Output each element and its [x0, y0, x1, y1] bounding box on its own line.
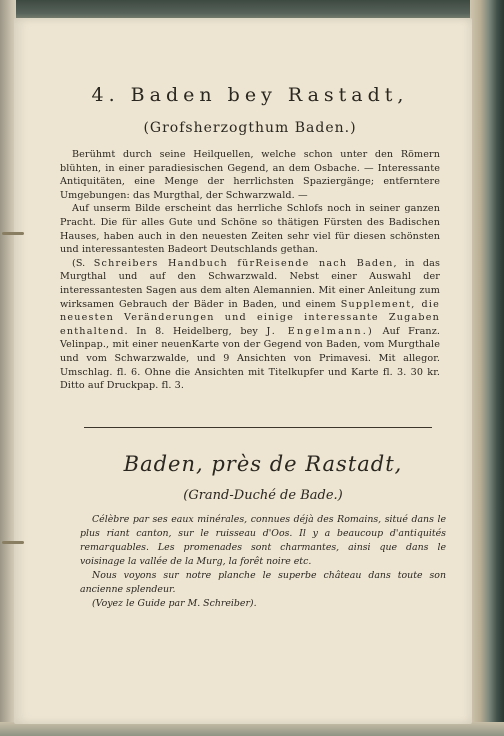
- french-section: [80, 452, 446, 611]
- publisher-name: J. Engelmann.): [266, 325, 374, 337]
- book-right-edge: [470, 0, 504, 736]
- german-text-run: . In 8. Heidelberg, bey: [124, 325, 258, 337]
- german-paragraph-3: [60, 257, 440, 393]
- french-paragraph-1: Célèbre par ses eaux minérales, connues déjà des Romains, situé dans le plus riant canton, sur le ruisseau d'Oos. Il y a beaucoup d'antiquités remarquables. Les promenades sont charmantes, ainsi que dans le voisinage la vallée de la Murg, la forêt noire etc.: [80, 514, 446, 567]
- french-paragraph-3: (Voyez le Guide par M. Schreiber).: [92, 598, 257, 609]
- german-text-run: Auf Franz. Velinpap., mit einer neuenKarte von der Gegend von Baden, vom Murgthale und vom Schwarzwalde, und 9 Ansichten von Primavesi. Mit allegor. Umschlag. fl. 6. Ohne die Ansichten mit Titelkupfer und Karte fl. 3. 30 kr. Ditto auf Druckpap. fl. 3.: [60, 325, 440, 392]
- paren-open: (S.: [72, 257, 86, 269]
- supplement-title: Supplement, die neuesten Veränderungen und einige interessante Zugaben enthaltend: [60, 298, 440, 337]
- french-paragraph-2: Nous voyons sur notre planche le superbe château dans toute son ancienne splendeur.: [80, 570, 446, 595]
- german-text-run: , in das Murgthal und auf den Schwarzwald. Nebst einer Auswahl der interessantesten Sagen aus dem alten Alemannien. Mit einer Anleitung zum wirksamen Gebrauch der Bäder in Baden, und einem: [60, 257, 441, 310]
- binding-thread-mark: [2, 232, 24, 235]
- book-bottom-edge: [0, 722, 504, 736]
- french-subtitle: (Grand-Duché de Bade.): [183, 488, 343, 503]
- section-divider: [84, 427, 432, 428]
- handbook-title: Schreibers Handbuch fürReisende nach Baden: [93, 257, 394, 269]
- binding-thread-mark: [2, 541, 24, 544]
- german-title: 4. Baden bey Rastadt,: [91, 84, 409, 106]
- german-section: [60, 84, 440, 393]
- german-subtitle: (Grofsherzogthum Baden.): [143, 120, 357, 136]
- french-title: Baden, près de Rastadt,: [123, 452, 403, 476]
- german-paragraph-1: Berühmt durch seine Heilquellen, welche schon unter den Römern blühten, in einer paradiesischen Gegend, an dem Osbache. — Interessante Antiquitäten, eine Menge der herrlichsten Spaziergänge; entferntere Umgebungen: das Murgthal, der Schwarzwald. —: [60, 149, 440, 201]
- german-paragraph-2: Auf unserm Bilde erscheint das herrliche Schlofs noch in seiner ganzen Pracht. Die für alles Gute und Schöne so thätigen Fürsten des Badischen Hauses, haben auch in den neuesten Zeiten sehr viel für diesen schönsten und interessantesten Badeort Deutschlands gethan.: [60, 203, 440, 256]
